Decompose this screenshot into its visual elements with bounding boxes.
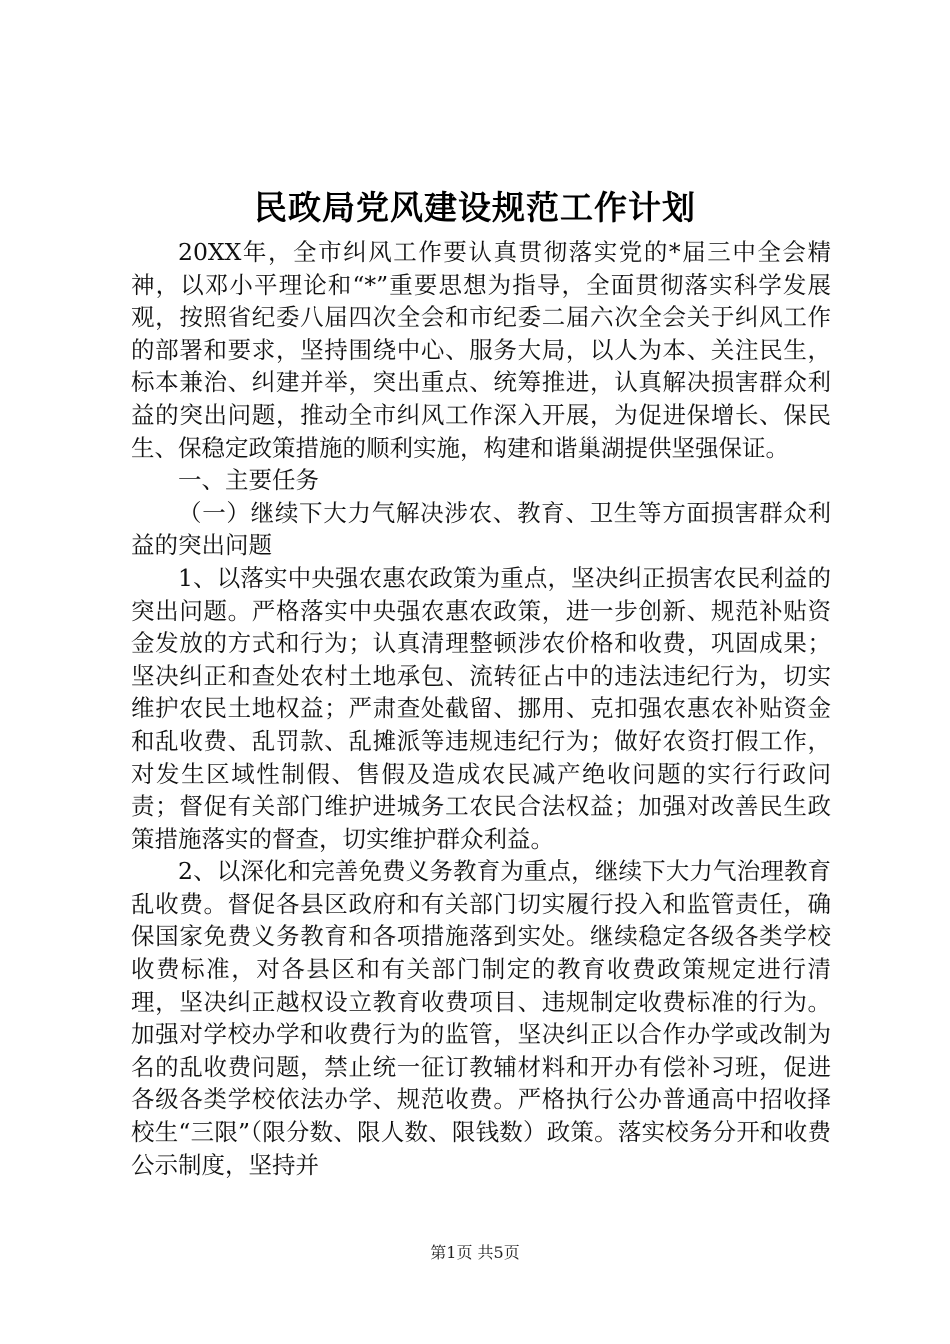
paragraph-intro: 20XX年，全市纠风工作要认真贯彻落实党的*届三中全会精神，以邓小平理论和“*”重要思想为指导，全面贯彻落实科学发展观，按照省纪委八届四次全会和市纪委二届六次全会关于纠风工作的部署和要求，坚持围绕中心、服务大局，以人为本、关注民生，标本兼治、纠建并举，突出重点、统筹推进，认真解决损害群众利益的突出问题，推动全市纠风工作深入开展，为促进保增长、保民生、保稳定政策措施的顺利实施，构建和谐巢湖提供坚强保证。 (131, 238, 831, 462)
page-footer: 第1页 共5页 (430, 1243, 520, 1262)
subsection-heading-1: （一）继续下大力气解决涉农、教育、卫生等方面损害群众利益的突出问题 (131, 498, 831, 560)
paragraph-item-2: 2、以深化和完善免费义务教育为重点，继续下大力气治理教育乱收费。督促各县区政府和有关部门切实履行投入和监管责任，确保国家免费义务教育和各项措施落到实处。继续稳定各级各类学校收费标准，对各县区和有关部门制定的教育收费政策规定进行清理，坚决纠正越权设立教育收费项目、违规制定收费标准的行为。加强对学校办学和收费行为的监管，坚决纠正以合作办学或改制为名的乱收费问题，禁止统一征订教辅材料和开办有偿补习班，促进各级各类学校依法办学、规范收费。严格执行公办普通高中招收择校生“三限”（限分数、限人数、限钱数）政策。落实校务分开和收费公示制度，坚持并 (131, 857, 831, 1179)
document-title: 民政局党风建设规范工作计划 (254, 188, 696, 227)
document-body (131, 236, 831, 1181)
section-heading-main-tasks: 一、主要任务 (178, 466, 319, 495)
paragraph-item-1: 1、以落实中央强农惠农政策为重点，坚决纠正损害农民利益的突出问题。严格落实中央强农惠农政策，进一步创新、规范补贴资金发放的方式和行为；认真清理整顿涉农价格和收费，巩固成果；坚决纠正和查处农村土地承包、流转征占中的违法违纪行为，切实维护农民土地权益；严肃查处截留、挪用、克扣强农惠农补贴资金和乱收费、乱罚款、乱摊派等违规违纪行为；做好农资打假工作，对发生区域性制假、售假及造成农民减产绝收问题的实行行政问责；督促有关部门维护进城务工农民合法权益；加强对改善民生政策措施落实的督查，切实维护群众利益。 (131, 563, 831, 853)
